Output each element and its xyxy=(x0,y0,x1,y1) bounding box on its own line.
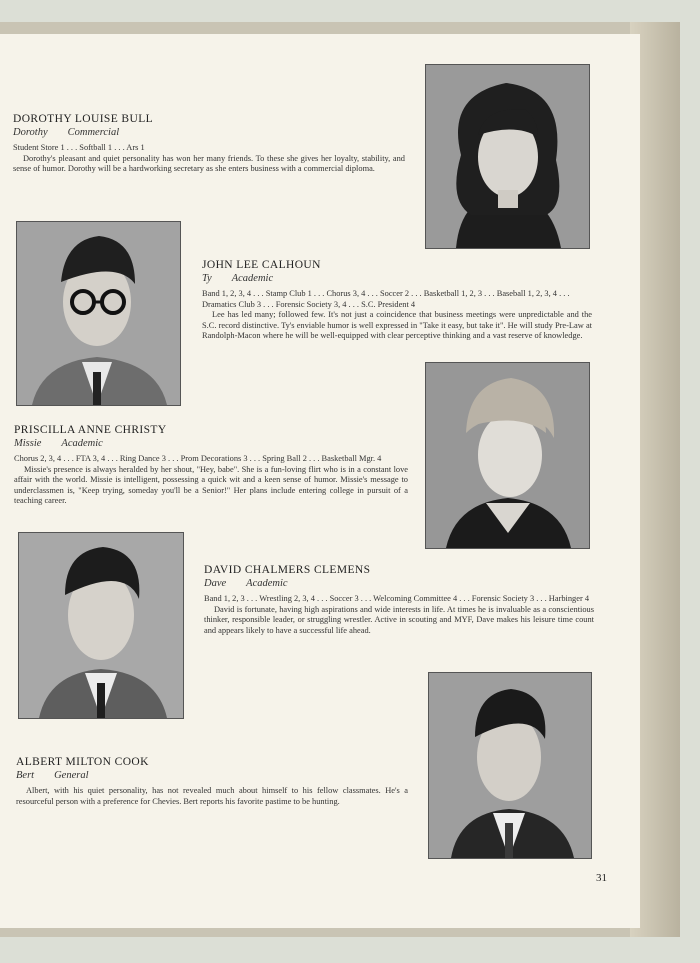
student-nickname-course xyxy=(16,769,408,782)
student-course: Commercial xyxy=(67,127,120,138)
student-activities: Chorus 2, 3, 4 . . . FTA 3, 4 . . . Ring Dance 3 . . . Prom Decorations 3 . . . Spring Ball 2 . . . Basketball Mgr. 4 xyxy=(14,454,382,463)
student-bio: Lee has led many; followed few. It's not just a coincidence that business meetings were unpredictable and the S.C. record distinctive. Ty's enviable humor is well expressed in "Take it easy, but take it". He will study Pre-Law at Randolph-Macon where he will be well-equipped with clear perceptive thinking and a vast reserve of knowledge. xyxy=(202,310,592,340)
student-nickname: Dave xyxy=(204,578,227,589)
student-name: ALBERT MILTON COOK xyxy=(16,756,149,768)
student-nickname-course xyxy=(13,126,405,139)
student-nickname: Dorothy xyxy=(13,127,48,138)
portrait-photo-david-clemens xyxy=(18,532,184,719)
student-name: JOHN LEE CALHOUN xyxy=(202,259,321,271)
student-entry-albert-cook xyxy=(16,755,408,807)
student-name: PRISCILLA ANNE CHRISTY xyxy=(14,424,167,436)
student-activities: Band 1, 2, 3, 4 . . . Stamp Club 1 . . . Chorus 3, 4 . . . Soccer 2 . . . Basketball 1, 2, 3 . . . Baseball 1, 2, 3, 4 . . . Dramatics Club 3 . . . Forensic Society 3, 4 . . . S.C. President 4 xyxy=(202,289,570,309)
page-number: 31 xyxy=(596,872,607,884)
student-course: Academic xyxy=(61,438,103,449)
student-course: General xyxy=(54,770,89,781)
student-bio: Albert, with his quiet personality, has not revealed much about himself to his fellow classmates. He's a resourceful person with a preference for Chevies. Bert reports his favorite pastime to be hunting. xyxy=(16,786,408,806)
student-activities: Student Store 1 . . . Softball 1 . . . Ars 1 xyxy=(13,143,145,152)
student-nickname: Missie xyxy=(14,438,42,449)
student-nickname: Bert xyxy=(16,770,35,781)
student-activities: Band 1, 2, 3 . . . Wrestling 2, 3, 4 . . . Soccer 3 . . . Welcoming Committee 4 . . . Forensic Society 3 . . . Harbinger 4 xyxy=(204,594,590,603)
portrait-photo-dorothy-bull xyxy=(425,64,590,249)
student-nickname-course xyxy=(14,437,408,450)
student-bio: Dorothy's pleasant and quiet personality has won her many friends. To these she gives her loyalty, stability, and sense of humor. Dorothy will be a hardworking secretary as she enters business with a commercial diploma. xyxy=(13,153,405,173)
portrait-photo-albert-cook xyxy=(428,672,592,859)
student-nickname-course xyxy=(204,577,594,590)
student-bio: Missie's presence is always heralded by her shout, "Hey, babe". She is a fun-loving flirt who is in a constant love affair with the world. Missie is intelligent, possessing a quick wit and a keen sense of humor. Missie's message to underclassmen is, "Keep trying, someday you'll be a Senior!" Her plans include entering college in pursuit of a teaching career. xyxy=(14,464,408,505)
student-nickname: Ty xyxy=(202,273,212,284)
student-course: Academic xyxy=(231,273,274,284)
student-entry-priscilla-christy xyxy=(14,423,408,507)
portrait-photo-priscilla-christy xyxy=(425,362,590,549)
student-entry-dorothy-bull xyxy=(13,112,405,175)
student-entry-john-calhoun xyxy=(202,258,592,342)
student-name: DAVID CHALMERS CLEMENS xyxy=(204,564,371,576)
portrait-photo-john-calhoun xyxy=(16,221,181,406)
student-nickname-course xyxy=(202,272,592,285)
student-entry-david-clemens xyxy=(204,563,594,636)
student-name: DOROTHY LOUISE BULL xyxy=(13,113,154,125)
student-course: Academic xyxy=(246,578,288,589)
student-bio: David is fortunate, having high aspirations and wide interests in life. At times he is invaluable as a conscientious thinker, responsible leader, or struggling wrestler. Active in scouting and MYF, Dave makes his leisure time count and appears likely to have a successful life ahead. xyxy=(204,604,594,635)
